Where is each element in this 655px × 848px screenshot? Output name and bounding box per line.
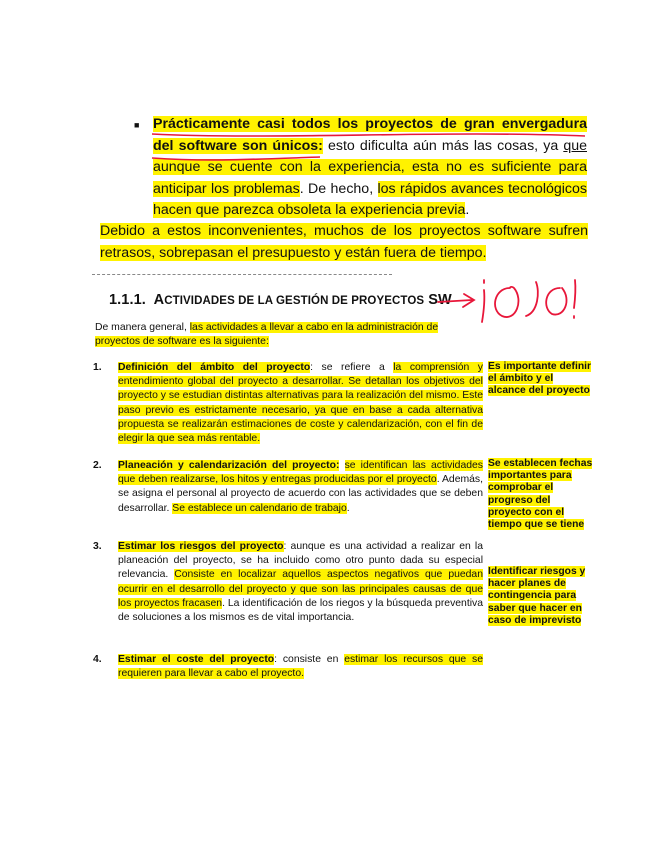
heading-suffix: SW [428,292,452,308]
margin-note-2 [488,458,593,531]
item-text: : se refiere a [310,362,394,373]
margin-note-text: Es importante definir el ámbito y el alcance del proyecto [488,361,591,397]
item-text-highlighted: la comprensión y entendimiento global del proyecto a desarrollar. Se detallan los objetivos del proyecto y se estudian distintas alternativas para la realización del mismo. Este paso previo es estrictamente necesario, ya que en base a cada alternativa propuesta se realizarán estimaciones de coste y calendarización, con el fin de elegir la que sea más rentable. [118,362,484,445]
heading-number: 1.1.1. [109,292,146,308]
item-title: Estimar el coste del proyecto [118,654,275,665]
section-divider [92,274,392,275]
bullet-text-4: los rápidos avances tecnológicos hacen que parezca obsoleta la experiencia previa [153,180,587,218]
margin-note-1 [488,361,593,398]
bullet-text-5: . [465,202,470,218]
list-item-2 [93,459,483,516]
bullet-marker: ■ [134,120,140,130]
item-title: Estimar los riesgos del proyecto [118,541,284,552]
margin-note-text: Se establecen fechas importantes para comprobar el progreso del proyecto con el tiempo que se tiene [488,458,593,531]
item-title: Planeación y calendarización del proyecto: [118,460,340,471]
item-text: : aunque es una actividad a realizar en la planeación del proyecto, se ha incluido como otro punto dada su especial relevancia. [118,541,483,581]
item-number: 3. [93,541,102,552]
intro-plain: De manera general, [95,322,190,333]
summary-text: Debido a estos inconvenientes, muchos de los proyectos software sufren retrasos, sobrepasan el presupuesto y están fuera de tiempo. [100,223,588,261]
intro-highlighted: las actividades a llevar a cabo en la administración de proyectos de software es la siguiente: [95,322,439,348]
list-item-4 [93,653,483,681]
item-number: 2. [93,460,102,471]
heading-first-letter: A [153,292,165,308]
item-text-highlighted: estimar los recursos que se requieren para llevar a cabo el proyecto. [118,654,483,680]
section-heading [109,292,452,308]
item-text [339,460,344,471]
margin-note-3 [488,566,593,627]
red-underline-annotation [150,128,590,178]
item-text: . La identificación de los riegos y la búsqueda preventiva de soluciones a los mismos es de vital importancia. [118,597,483,624]
margin-note-text: Identificar riesgos y hacer planes de contingencia para saber que hacer en caso de imprevisto [488,566,586,626]
intro-paragraph [95,321,485,349]
item-title: Definición del ámbito del proyecto [118,362,311,373]
item-number: 4. [93,654,102,665]
item-text: . [346,502,350,514]
bullet-lead: Prácticamente casi todos los proyectos de gran envergadura del software son únicos: [153,116,587,154]
bullet-text-1: esto dificulta aún más las cosas, ya [322,137,564,154]
item-number: 1. [93,362,102,373]
bullet-text-3: . De hecho, [299,180,378,197]
summary-paragraph [100,221,588,264]
bullet-text-que: que [563,137,587,154]
item-text: . Además, se asigna el personal al proyecto de acuerdo con las actividades que se deben desarrollar. [118,474,483,514]
bullet-text-2: aunque se cuente con la experiencia, esta no es suficiente para anticipar los problemas [153,159,587,197]
item-text-highlighted: Se establece un calendario de trabajo [172,502,347,514]
list-item-1 [93,361,483,446]
item-text: : consiste en [274,654,345,665]
list-item-3 [93,540,483,625]
item-text-highlighted: se identifican las actividades que deben realizarse, los hitos y entregas producidas por el proyecto [118,460,483,486]
heading-rest: CTIVIDADES DE LA GESTIÓN DE PROYECTOS [164,295,425,307]
item-text-highlighted: Consiste en localizar aquellos aspectos negativos que puedan ocurrir en el desarrollo del proyecto y que son las principales causas de que los proyectos fracasen [118,569,483,609]
